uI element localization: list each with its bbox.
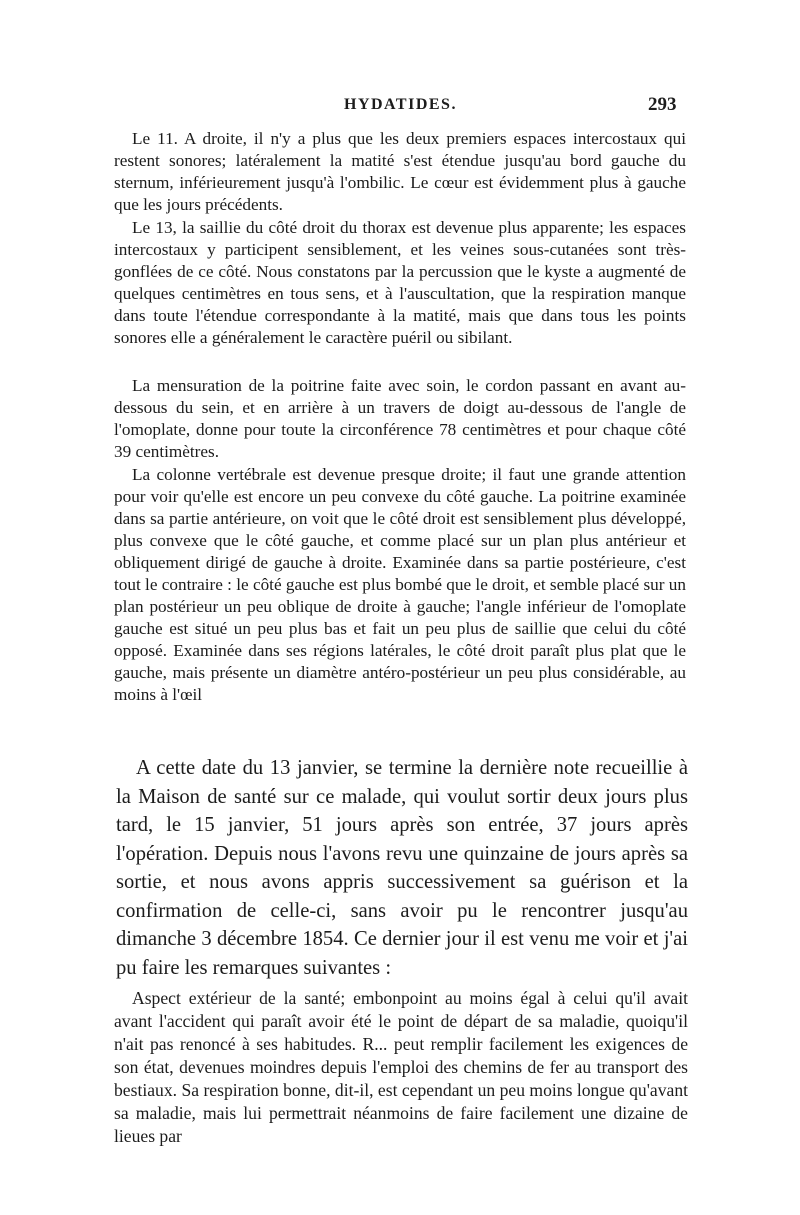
paragraph-followup: Aspect extérieur de la santé; embonpoint au moins égal à celui qu'il avait avant l'accident qui paraît avoir été le point de départ de sa maladie, quoiqu'il n'ait pas renoncé à ses habitudes. R... peut remplir facilement les exigences de son état, devenues moindres depuis l'emploi des chemins de fer au transport des bestiaux. Sa respiration bonne, dit-il, est cependant un peu moins longue qu'avant sa maladie, mais lui permettrait néanmoins de faire facilement une dizaine de lieues par xyxy=(114,988,688,1146)
paragraph-discharge: A cette date du 13 janvier, se termine la dernière note recueillie à la Maison de santé sur ce malade, qui voulut sortir deux jours plus tard, le 15 janvier, 51 jours après son entrée, 37 jours après l'opération. Depuis nous l'avons revu une quinzaine de jours après sa sortie, et nous avons appris successivement sa guérison et la confirmation de celle-ci, sans avoir pu le rencontrer jusqu'au dimanche 3 décembre 1854. Ce dernier jour il est venu me voir et j'ai pu faire les remarques suivantes : xyxy=(116,757,688,979)
page-number: 293 xyxy=(648,94,677,115)
running-title: HYDATIDES. xyxy=(344,96,457,113)
paragraph-day-13: Le 13, la saillie du côté droit du thorax est devenue plus apparente; les espaces intercostaux y participent sensiblement, et les veines sous-cutanées sont très-gonflées de ce côté. Nous constatons par la percussion que le kyste a augmenté de quelques centimètres en tous sens, et à l'auscultation, que la respiration manque dans toute l'étendue correspondante à la matité, mais que dans tous les points sonores elle a généralement le caractère puéril ou sibilant. xyxy=(114,218,686,347)
paragraph-spine: La colonne vertébrale est devenue presque droite; il faut une grande attention pour voir qu'elle est encore un peu convexe du côté gauche. La poitrine examinée dans sa partie antérieure, on voit que le côté droit est sensiblement plus développé, plus convexe que le côté gauche, et comme placé sur un plan plus antérieur et obliquement dirigé de gauche à droite. Examinée dans sa partie postérieure, c'est tout le contraire : le côté gauche est plus bombé que le droit, et semble placé sur un plan postérieur un peu oblique de droite à gauche; l'angle inférieur de l'omoplate gauche est situé un peu plus bas et fait un peu plus de saillie que celui du côté opposé. Examinée dans ses régions latérales, le côté droit paraît plus plat que le gauche, mais présente un diamètre antéro-postérieur un peu plus considérable, au moins à l'œil xyxy=(114,465,686,704)
paragraph-day-11: Le 11. A droite, il n'y a plus que les deux premiers espaces intercostaux qui restent sonores; latéralement la matité s'est étendue jusqu'au bord gauche du sternum, inférieurement jusqu'à l'ombilic. Le cœur est évidemment plus à gauche que les jours précédents. xyxy=(114,129,686,214)
running-head xyxy=(0,96,800,120)
paragraph-measurement: La mensuration de la poitrine faite avec soin, le cordon passant en avant au-dessous du sein, et en arrière à un travers de doigt au-dessous de l'angle de l'omoplate, donne pour toute la circonférence 78 centimètres et pour chaque côté 39 centimètres. xyxy=(114,376,686,461)
